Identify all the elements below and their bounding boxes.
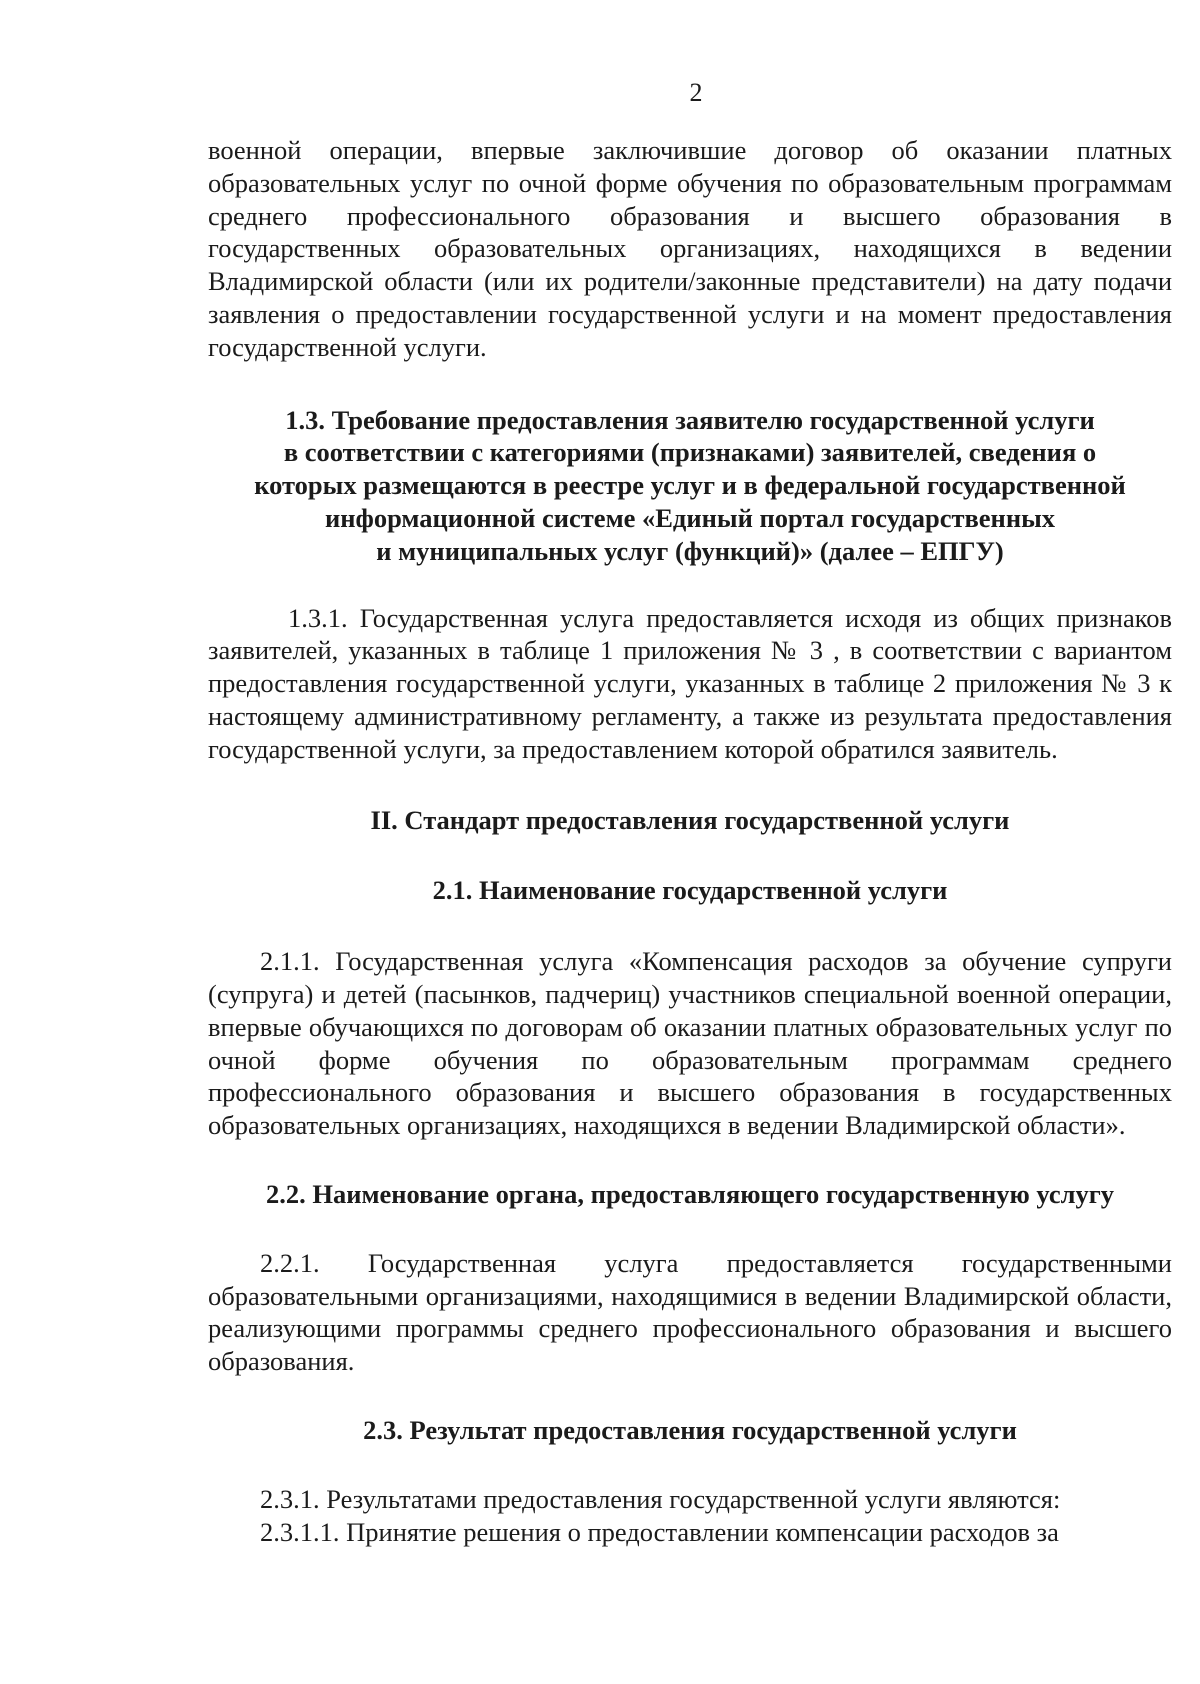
section-heading-1-3 — [208, 404, 1172, 568]
section-heading-2-3: 2.3. Результат предоставления государственной услуги — [363, 1414, 1017, 1445]
paragraph-2-2-1: 2.2.1. Государственная услуга предоставляется государственными образовательными организациями, находящимися в ведении Владимирской области, реализующими программы среднего профессионального образования и высшего образования. — [208, 1247, 1172, 1377]
intro-paragraph: военной операции, впервые заключившие договор об оказании платных образовательных услуг по очной форме обучения по образовательным программам среднего профессионального образования и высшего образования в государственных образовательных организациях, находящихся в ведении Владимирской области (или их родители/законные представители) на дату подачи заявления о предоставлении государственной услуги и на момент предоставления государственной услуги. — [208, 135, 1172, 362]
section-heading-2-1: 2.1. Наименование государственной услуги — [432, 875, 948, 906]
heading-line: информационной системе «Единый портал государственных — [324, 502, 1056, 533]
section-heading-2-2: 2.2. Наименование органа, предоставляющего государственную услугу — [265, 1178, 1115, 1209]
heading-line: и муниципальных услуг (функций)» (далее – ЕПГУ) — [376, 535, 1004, 566]
heading-line: 1.3. Требование предоставления заявителю государственной услуги — [285, 404, 1095, 435]
heading-line: которых размещаются в реестре услуг и в федеральной государственной — [254, 470, 1126, 501]
paragraph-1-3-1: 1.3.1. Государственная услуга предоставляется исходя из общих признаков заявителей, указанных в таблице 1 приложения № 3 , в соответствии с вариантом предоставления государственной услуги, указанных в таблице 2 приложения № 3 к настоящему административному регламенту, а также из результата предоставления государственной услуги, за предоставлением которой обратился заявитель. — [208, 602, 1172, 764]
paragraph-2-3-1-1: 2.3.1.1. Принятие решения о предоставлении компенсации расходов за — [260, 1516, 1059, 1547]
document-body — [208, 134, 1172, 1548]
section-heading-2: II. Стандарт предоставления государственной услуги — [370, 804, 1010, 835]
paragraph-2-1-1: 2.1.1. Государственная услуга «Компенсация расходов за обучение супруги (супруга) и детей (пасынков, падчериц) участников специальной военной операции, впервые обучающихся по договорам об оказании платных образовательных услуг по очной форме обучения по образовательным программам среднего профессионального образования и высшего образования в государственных образовательных организациях, находящихся в ведении Владимирской области». — [208, 946, 1172, 1141]
page-number: 2 — [689, 78, 703, 107]
heading-line: в соответствии с категориями (признаками) заявителей, сведения о — [283, 437, 1097, 468]
paragraph-2-3-1: 2.3.1. Результатами предоставления государственной услуги являются: — [260, 1483, 1061, 1514]
